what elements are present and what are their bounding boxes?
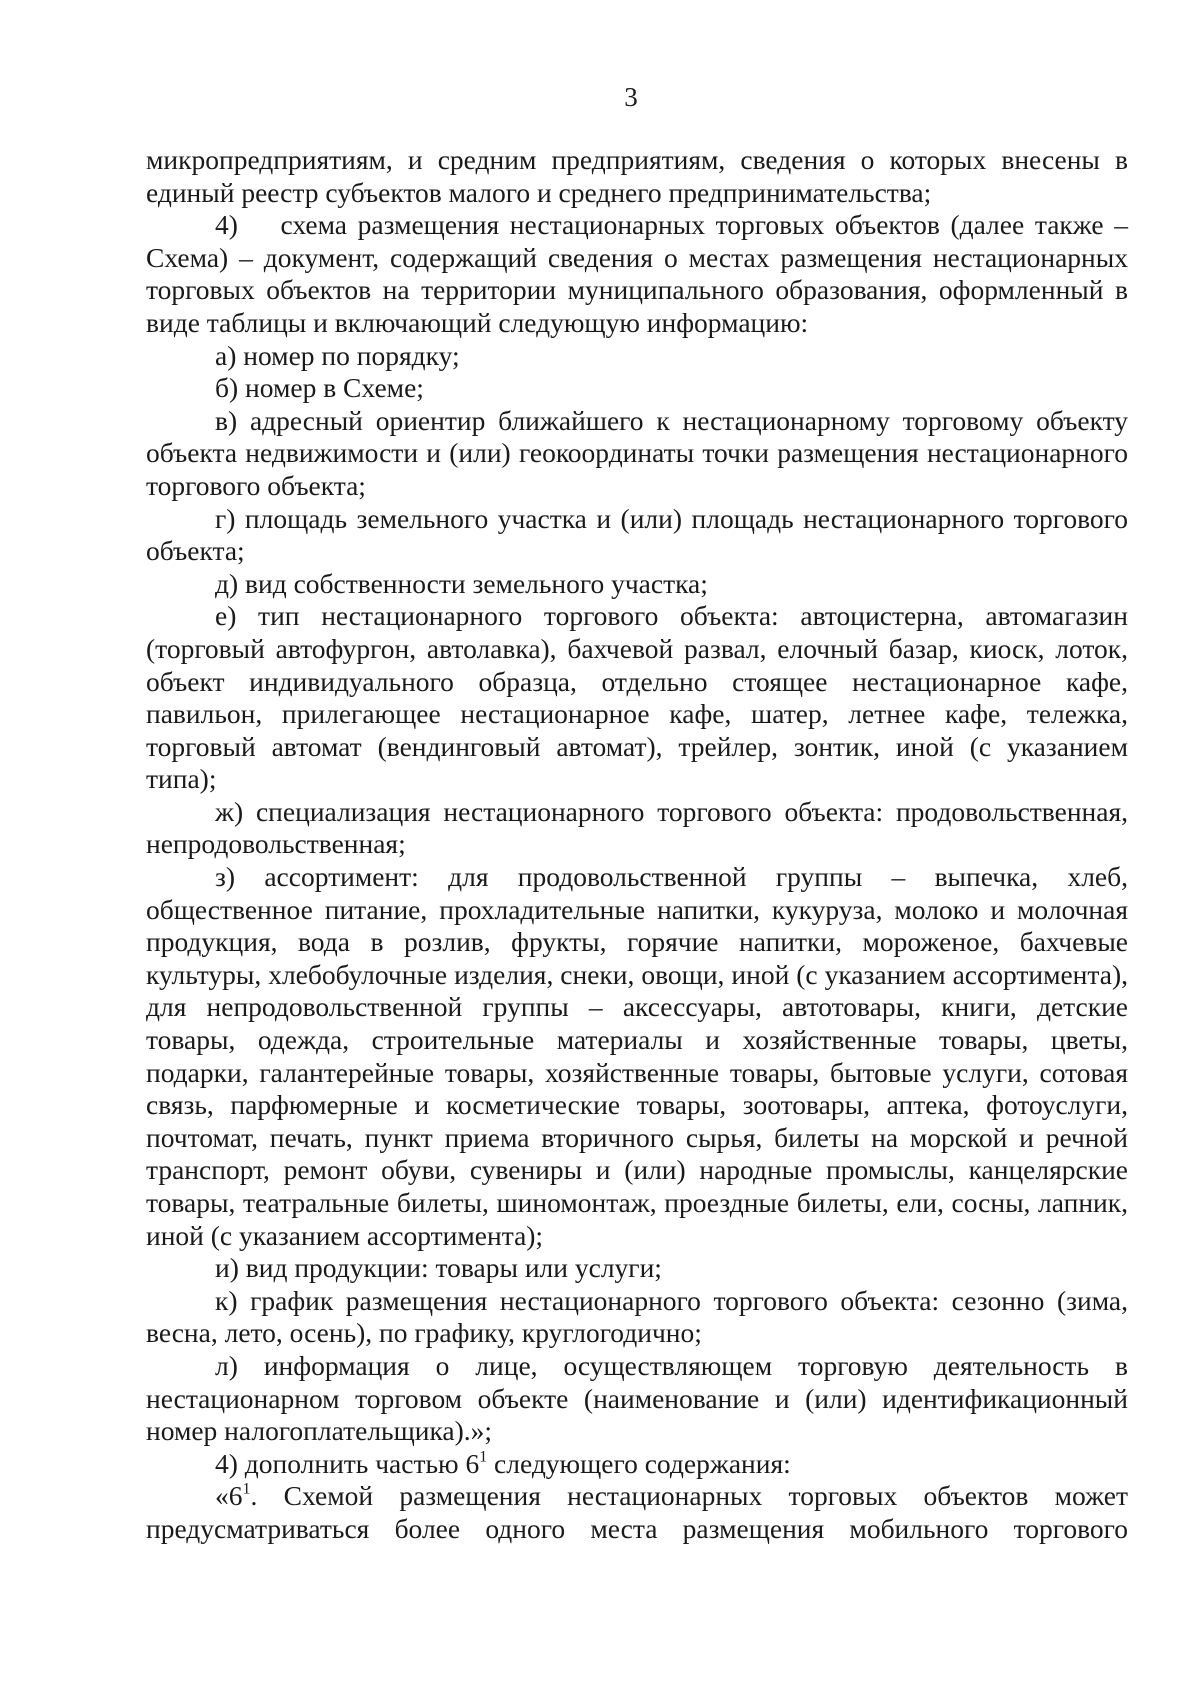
paragraph-item-k: к) график размещения нестационарного торгового объекта: сезонно (зима, весна, лето, осень), по графику, круглогодично; xyxy=(146,1284,1128,1349)
document-body xyxy=(146,144,1128,1546)
paragraph-item-l: л) информация о лице, осуществляющем торговую деятельность в нестационарном торговом объекте (наименование и (или) идентификационный номер налогоплательщика).»; xyxy=(146,1349,1128,1447)
paragraph-item-z: з) ассортимент: для продовольственной группы – выпечка, хлеб, общественное питание, прохладительные напитки, кукуруза, молоко и молочная продукция, вода в розлив, фрукты, горячие напитки, мороженое, бахчевые культуры, хлебобулочные изделия, снеки, овощи, иной (с указанием ассортимента), для непродовольственной группы – аксессуары, автотовары, книги, детские товары, одежда, строительные материалы и хозяйственные товары, цветы, подарки, галантерейные товары, хозяйственные товары, бытовые услуги, сотовая связь, парфюмерные и косметические товары, зоотовары, аптека, фотоуслуги, почтомат, печать, пункт приема вторичного сырья, билеты на морской и речной транспорт, ремонт обуви, сувениры и (или) народные промыслы, канцелярские товары, театральные билеты, шиномонтаж, проездные билеты, ели, сосны, лапник, иной (с указанием ассортимента); xyxy=(146,861,1128,1251)
part-text-end: . Схемой размещения нестационарных торговых объектов может предусматриваться более одного места размещения мобильного торгового xyxy=(146,1480,1128,1544)
paragraph-item-i: и) вид продукции: товары или услуги; xyxy=(215,1252,662,1284)
paragraph-item-g: г) площадь земельного участка и (или) площадь нестационарного торгового объекта; xyxy=(146,502,1128,567)
paragraph-item-zh: ж) специализация нестационарного торгового объекта: продовольственная, непродовольственная; xyxy=(146,795,1128,860)
part-text-start: «6 xyxy=(215,1480,243,1512)
page-number: 3 xyxy=(624,82,638,112)
paragraph-item-b: б) номер в Схеме; xyxy=(215,372,424,404)
paragraph-item-4: 4) схема размещения нестационарных торговых объектов (далее также – Схема) – документ, содержащий сведения о местах размещения нестационарных торговых объектов на территории муниципального образования, оформленный в виде таблицы и включающий следующую информацию: xyxy=(146,209,1128,338)
superscript: 1 xyxy=(242,1480,251,1498)
amendment-text-end: следующего содержания: xyxy=(487,1447,791,1479)
paragraph-item-e: е) тип нестационарного торгового объекта: автоцистерна, автомагазин (торговый автофургон, автолавка), бахчевой развал, елочный базар, киоск, лоток, объект индивидуального образца, отдельно стоящее нестационарное кафе, павильон, прилегающее нестационарное кафе, шатер, летнее кафе, тележка, торговый автомат (вендинговый автомат), трейлер, зонтик, иной (с указанием типа); xyxy=(146,600,1128,795)
paragraph-continuation: микропредприятиям, и средним предприятиям, сведения о которых внесены в единый реестр субъектов малого и среднего предпринимательства; xyxy=(146,144,1128,208)
paragraph-item-v: в) адресный ориентир ближайшего к нестационарному торговому объекту объекта недвижимости и (или) геокоординаты точки размещения нестационарного торгового объекта; xyxy=(146,404,1128,501)
paragraph-item-a: а) номер по порядку; xyxy=(215,339,460,371)
amendment-text-start: 4) дополнить частью 6 xyxy=(215,1447,480,1479)
paragraph-part-6-1 xyxy=(146,1480,1128,1545)
paragraph-amendment-4 xyxy=(146,1448,1128,1481)
superscript: 1 xyxy=(479,1448,488,1466)
paragraph-item-d: д) вид собственности земельного участка; xyxy=(215,567,708,599)
